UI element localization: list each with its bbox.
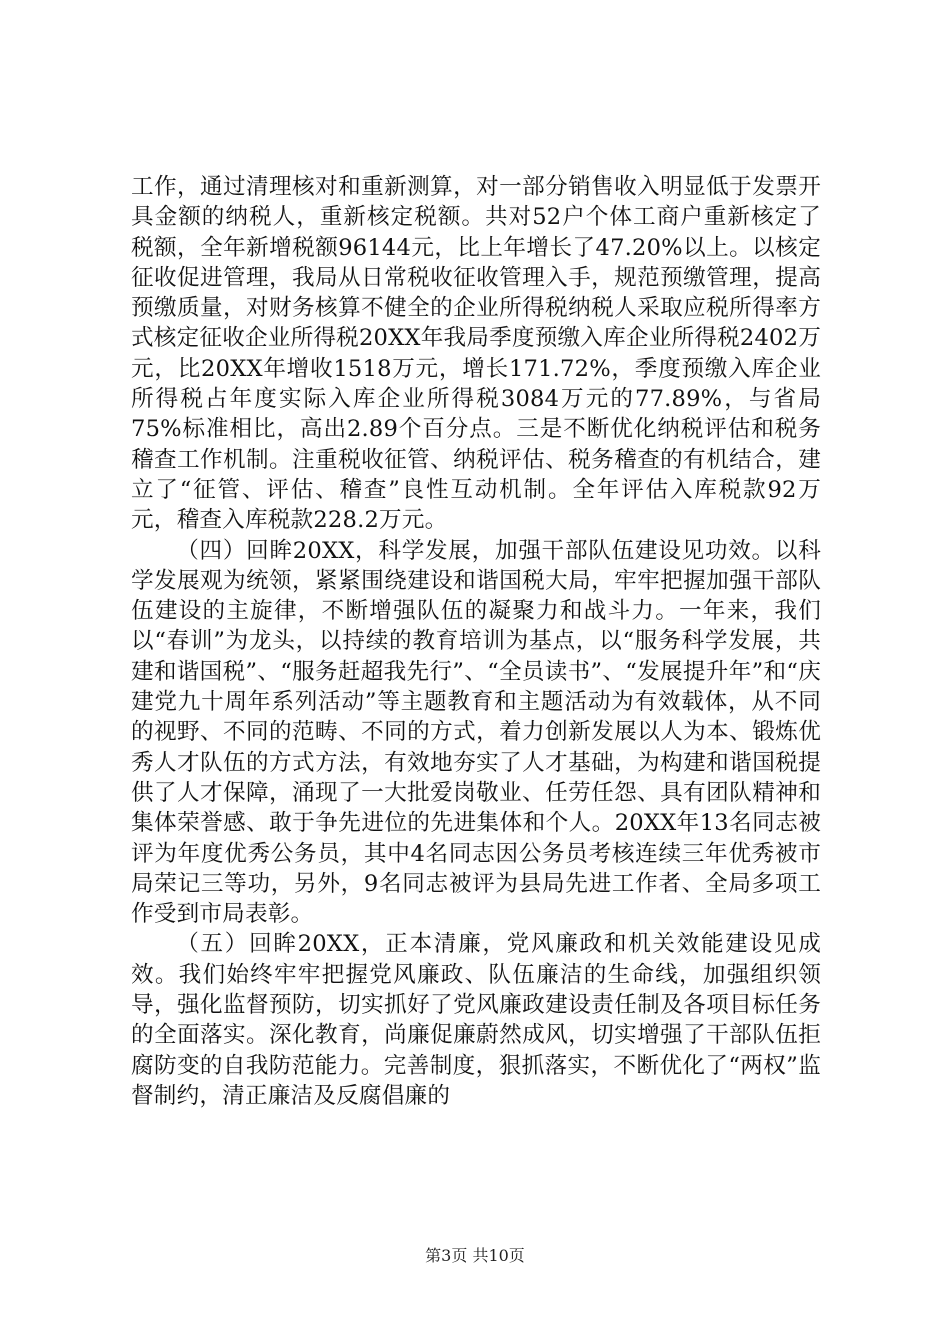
paragraph-tax-assessment: 工作，通过清理核对和重新测算，对一部分销售收入明显低于发票开具金额的纳税人，重新核定税额。共对52户个体工商户重新核定了税额，全年新增税额96144元，比上年增长了47.20%以上。以核定征收促进管理，我局从日常税收征收管理入手，规范预缴管理，提高预缴质量，对财务核算不健全的企业所得税纳税人采取应税所得率方式核定征收企业所得税20XX年我局季度预缴入库企业所得税2402万元，比20XX年增收1518万元，增长171.72%，季度预缴入库企业所得税占年度实际入库企业所得税3084万元的77.89%，与省局75%标准相比，高出2.89个百分点。三是不断优化纳税评估和税务稽查工作机制。注重税收征管、纳税评估、税务稽查的有机结合，建立了“征管、评估、稽查”良性互动机制。全年评估入库税款92万元，稽查入库税款228.2万元。 xyxy=(131,174,821,534)
paragraph-clean-governance: （五）回眸20XX，正本清廉，党风廉政和机关效能建设见成效。我们始终牢牢把握党风廉政、队伍廉洁的生命线，加强组织领导，强化监督预防，切实抓好了党风廉政建设责任制及各项目标任务的全面落实。深化教育，尚廉促廉蔚然成风，切实增强了干部队伍拒腐防变的自我防范能力。完善制度，狠抓落实，不断优化了“两权”监督制约，清正廉洁及反腐倡廉的 xyxy=(131,931,821,1109)
page-number-footer: 第3页 共10页 xyxy=(425,1246,525,1265)
paragraph-cadre-team-building: （四）回眸20XX，科学发展，加强干部队伍建设见功效。以科学发展观为统领，紧紧围绕建设和谐国税大局，牢牢把握加强干部队伍建设的主旋律，不断增强队伍的凝聚力和战斗力。一年来，我们以“春训”为龙头，以持续的教育培训为基点，以“服务科学发展，共建和谐国税”、“服务赶超我先行”、“全员读书”、“发展提升年”和“庆建党九十周年系列活动”等主题教育和主题活动为有效载体，从不同的视野、不同的范畴、不同的方式，着力创新发展以人为本、锻炼优秀人才队伍的方式方法，有效地夯实了人才基础，为构建和谐国税提供了人才保障，涌现了一大批爱岗敬业、任劳任怨、具有团队精神和集体荣誉感、敢于争先进位的先进集体和个人。20XX年13名同志被评为年度优秀公务员，其中4名同志因公务员考核连续三年优秀被市局荣记三等功，另外，9名同志被评为县局先进工作者、全局多项工作受到市局表彰。 xyxy=(131,537,821,928)
document-body xyxy=(131,172,821,1111)
